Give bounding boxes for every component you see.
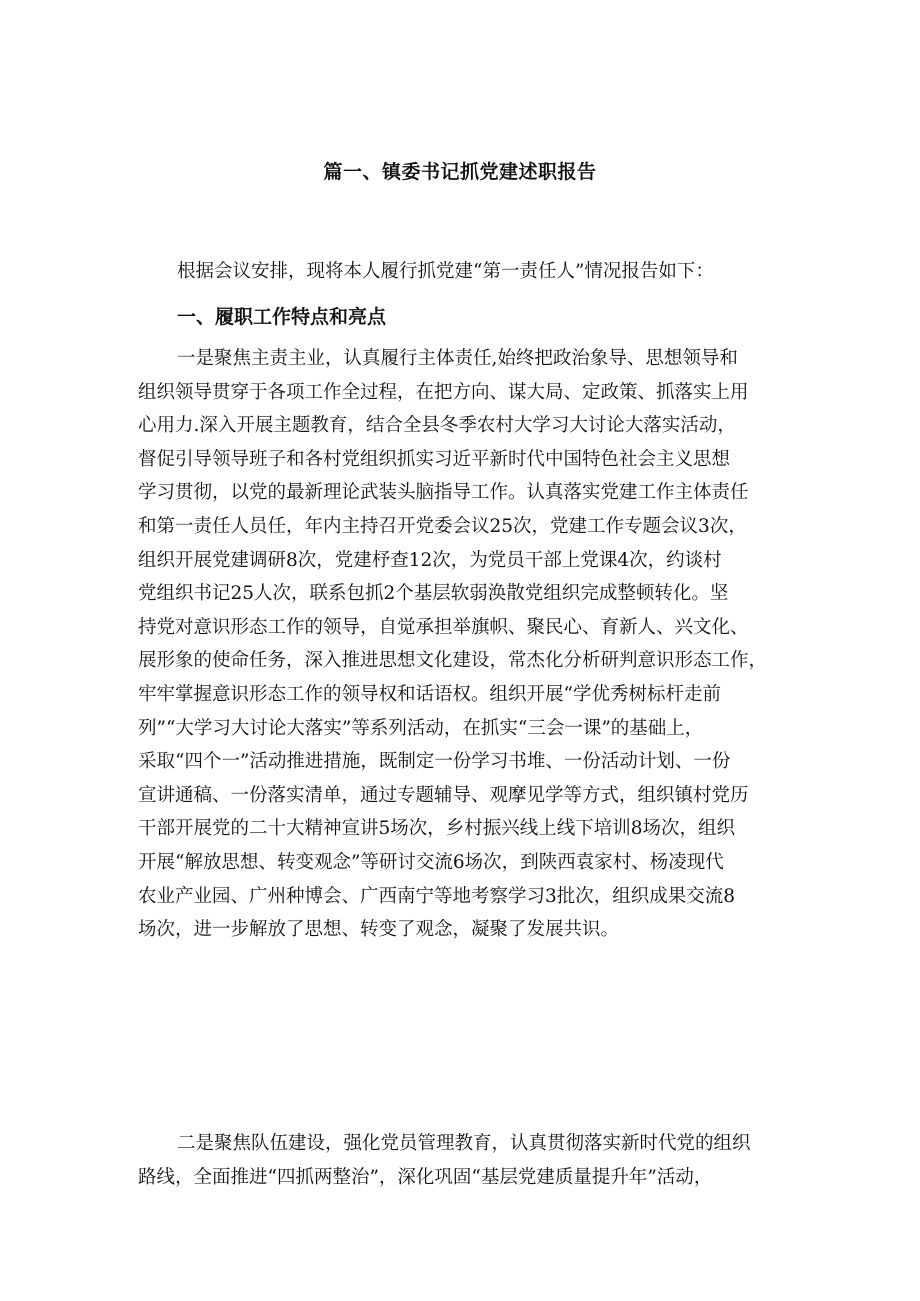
paragraph-1 <box>138 342 798 947</box>
paragraph-line: 列”“大学习大讨论大落实”等系列活动，在抓实“三会一课”的基础上， <box>138 717 704 739</box>
paragraph-line: 牢牢掌握意识形态工作的领导权和话语权。组织开展“学优秀树标杆走前 <box>138 683 721 705</box>
paragraph-line: 督促引导领导班子和各村党组织抓实习近平新时代中国特色社会主义思想 <box>138 448 731 470</box>
paragraph-line: 场次，进一步解放了思想、转变了观念，凝聚了发展共识。 <box>138 919 620 941</box>
intro-paragraph: 根据会议安排，现将本人履行抓党建“第一责任人”情况报告如下： <box>177 261 714 282</box>
paragraph-line: 开展“解放思想、转变观念”等研讨交流6场次，到陕西袁家村、杨凌现代 <box>138 851 724 873</box>
paragraph-line: 和第一责任人员任，年内主持召开党委会议25次，党建工作专题会议3次， <box>138 515 747 537</box>
paragraph-line: 持党对意识形态工作的领导，自觉承担举旗帜、聚民心、育新人、兴文化、 <box>138 616 749 638</box>
paragraph-line: 路线，全面推进“四抓两整治”，深化巩固“基层党建质量提升年”活动， <box>138 1166 713 1188</box>
paragraph-line: 组织开展党建调研8次，党建杼查12次，为党员干部上党课4次，约谈村 <box>138 549 722 571</box>
paragraph-line: 采取“四个一”活动推进措施，既制定一份学习书堆、一份活动计划、一份 <box>138 751 731 773</box>
paragraph-line: 农业产业园、广州种博会、广西南宁等地考察学习3批次，组织成果交流8 <box>138 885 736 907</box>
paragraph-line: 学习贯彻，以党的最新理论武装头脑指导工作。认真落实党建工作主体责任 <box>138 482 749 504</box>
paragraph-line: 心用力.深入开展主题教育，结合全县冬季农村大学习大讨论大落实活动， <box>138 415 736 437</box>
paragraph-line: 一是聚焦主责主业，认真履行主体责任,始终把政治象导、思想领导和 <box>177 348 738 369</box>
paragraph-line: 展形象的使命任务，深入推进思想文化建设，常杰化分析研判意识形态工作， <box>138 650 768 672</box>
paragraph-line: 党组织书记25人次，联系包抓2个基层软弱涣散党组织完成整顿转化。坚 <box>138 583 729 605</box>
paragraph-line: 宣讲通稿、一份落实清单，通过专题辅导、观摩见学等方式，组织镇村党历 <box>138 784 749 806</box>
paragraph-line: 二是聚焦队伍建设，强化党员管理教育，认真贯彻落实新时代党的组织 <box>177 1133 751 1154</box>
paragraph-line: 干部开展党的二十大精神宣讲5场次，乡村振兴线上线下培训8场次，组织 <box>138 818 736 840</box>
document-title: 篇一、镇委书记抓党建述职报告 <box>323 161 597 183</box>
section-heading-1: 一、履职工作特点和亮点 <box>177 306 387 328</box>
paragraph-2 <box>138 1127 798 1194</box>
paragraph-line: 组织领导贯穿于各项工作全过程，在把方向、谋大局、定政策、抓落实上用 <box>138 381 749 403</box>
